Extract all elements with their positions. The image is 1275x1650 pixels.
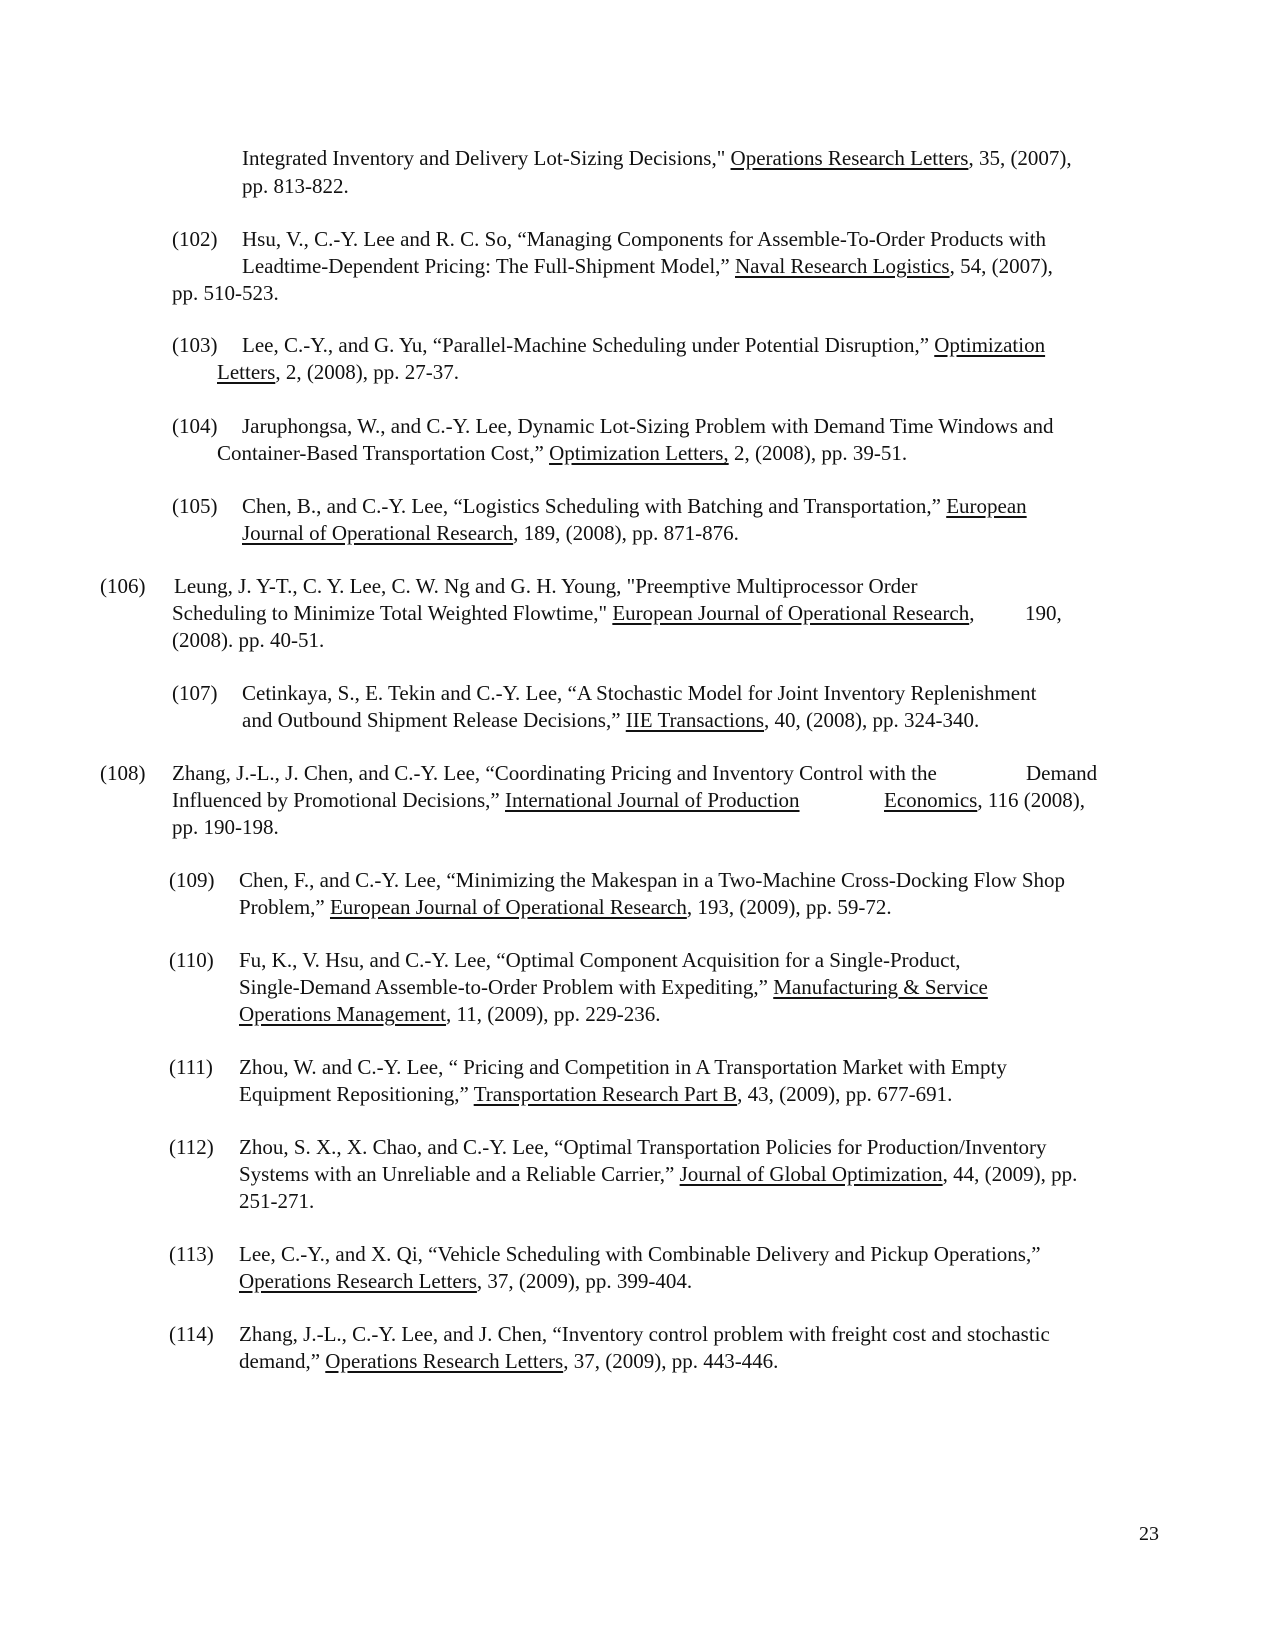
ref-text: , 54, (2007), — [949, 254, 1053, 278]
ref-114-line-1: Zhang, J.-L., C.-Y. Lee, and J. Chen, “Inventory control problem with freight cost and stochastic — [239, 1322, 1050, 1346]
ref-text: Problem,” — [239, 895, 330, 919]
ref-106-line-2 — [172, 599, 974, 627]
journal-name: Operations Research Letters — [239, 1269, 477, 1293]
journal-name: European — [946, 494, 1027, 518]
ref-105-line-2 — [242, 519, 739, 547]
ref-text: Leadtime-Dependent Pricing: The Full-Shipment Model,” — [242, 254, 736, 278]
ref-111-number: (111) — [169, 1055, 213, 1079]
ref-105-line-1 — [242, 492, 1027, 520]
ref-110-line-2 — [239, 973, 988, 1001]
ref-109-number: (109) — [169, 868, 215, 892]
journal-name: IIE Transactions — [625, 708, 765, 732]
ref-text: 2, (2008), pp. 39-51. — [728, 441, 908, 465]
ref-105-number: (105) — [172, 494, 218, 518]
ref-text: , 189, (2008), pp. 871-876. — [513, 521, 739, 545]
ref-text: , 35, (2007), — [968, 146, 1072, 170]
ref-107-line-2 — [242, 706, 979, 734]
ref-text: Scheduling to Minimize Total Weighted Flowtime," — [172, 601, 613, 625]
ref-101-line-2: pp. 813-822. — [242, 174, 349, 198]
journal-name: European Journal of Operational Research — [612, 601, 970, 625]
journal-name: Journal of Global Optimization — [679, 1162, 943, 1186]
ref-108-line-3: pp. 190-198. — [172, 815, 279, 839]
ref-110-number: (110) — [169, 948, 214, 972]
ref-106-number: (106) — [100, 574, 146, 598]
ref-text: , 193, (2009), pp. 59-72. — [686, 895, 892, 919]
journal-name: Letters — [217, 360, 276, 384]
ref-text: , 2, (2008), pp. 27-37. — [275, 360, 460, 384]
ref-104-line-2 — [217, 439, 907, 467]
ref-108-line-2-end — [884, 786, 1085, 814]
ref-102-line-2 — [242, 252, 1053, 280]
ref-110-line-1: Fu, K., V. Hsu, and C.-Y. Lee, “Optimal Component Acquisition for a Single-Product, — [239, 948, 961, 972]
ref-103-number: (103) — [172, 333, 218, 357]
ref-text: , 37, (2009), pp. 399-404. — [476, 1269, 693, 1293]
ref-101-line-1 — [242, 144, 1072, 172]
ref-text: Lee, C.-Y., and G. Yu, “Parallel-Machine Scheduling under Potential Disruption,” — [242, 333, 935, 357]
ref-text: , 43, (2009), pp. 677-691. — [737, 1082, 953, 1106]
ref-103-line-2 — [217, 358, 459, 386]
ref-114-line-2 — [239, 1347, 778, 1375]
ref-109-line-2 — [239, 893, 892, 921]
ref-102-number: (102) — [172, 227, 218, 251]
ref-text: Influenced by Promotional Decisions,” — [172, 788, 506, 812]
ref-108-line-2 — [172, 786, 800, 814]
ref-113-line-2 — [239, 1267, 692, 1295]
ref-109-line-1: Chen, F., and C.-Y. Lee, “Minimizing the Makespan in a Two-Machine Cross-Docking Flow Shop — [239, 868, 1066, 892]
ref-112-line-2 — [239, 1160, 1077, 1188]
journal-name: Journal of Operational Research — [242, 521, 514, 545]
ref-111-line-2 — [239, 1080, 952, 1108]
ref-106-line-1: Leung, J. Y-T., C. Y. Lee, C. W. Ng and G. H. Young, "Preemptive Multiprocessor Order — [174, 574, 918, 598]
ref-108-line-1: Zhang, J.-L., J. Chen, and C.-Y. Lee, “Coordinating Pricing and Inventory Control with the — [172, 761, 937, 785]
ref-text: Single-Demand Assemble-to-Order Problem with Expediting,” — [239, 975, 774, 999]
ref-text: Integrated Inventory and Delivery Lot-Sizing Decisions," — [242, 146, 731, 170]
ref-112-number: (112) — [169, 1135, 214, 1159]
journal-name: Naval Research Logistics — [735, 254, 950, 278]
ref-102-line-1: Hsu, V., C.-Y. Lee and R. C. So, “Managing Components for Assemble-To-Order Products with — [242, 227, 1047, 251]
ref-113-number: (113) — [169, 1242, 214, 1266]
journal-name: Operations Research Letters — [325, 1349, 564, 1373]
ref-text: , 11, (2009), pp. 229-236. — [446, 1002, 661, 1026]
journal-name: Operations Research Letters — [730, 146, 969, 170]
ref-108-number: (108) — [100, 761, 146, 785]
ref-text: , 40, (2008), pp. 324-340. — [764, 708, 980, 732]
journal-name: International Journal of Production — [505, 788, 800, 812]
ref-114-number: (114) — [169, 1322, 214, 1346]
journal-name: Operations Management — [239, 1002, 447, 1026]
journal-name: Optimization — [934, 333, 1046, 357]
ref-106-volume: 190, — [1025, 601, 1062, 625]
ref-text: Equipment Repositioning,” — [239, 1082, 474, 1106]
ref-112-line-1: Zhou, S. X., X. Chao, and C.-Y. Lee, “Optimal Transportation Policies for Production/Inventory — [239, 1135, 1047, 1159]
ref-104-line-1: Jaruphongsa, W., and C.-Y. Lee, Dynamic Lot-Sizing Problem with Demand Time Windows and — [242, 414, 1054, 438]
ref-text: demand,” — [239, 1349, 326, 1373]
journal-name: Transportation Research Part B — [473, 1082, 738, 1106]
ref-110-line-3 — [239, 1000, 660, 1028]
ref-107-line-1: Cetinkaya, S., E. Tekin and C.-Y. Lee, “A Stochastic Model for Joint Inventory Replenishment — [242, 681, 1037, 705]
ref-text: , — [969, 601, 975, 625]
ref-text: , 44, (2009), pp. — [942, 1162, 1078, 1186]
ref-106-line-3: (2008). pp. 40-51. — [172, 628, 325, 652]
page-number: 23 — [1139, 1523, 1159, 1545]
ref-111-line-1: Zhou, W. and C.-Y. Lee, “ Pricing and Competition in A Transportation Market with Empty — [239, 1055, 1007, 1079]
ref-text: Chen, B., and C.-Y. Lee, “Logistics Scheduling with Batching and Transportation,” — [242, 494, 947, 518]
ref-text: and Outbound Shipment Release Decisions,” — [242, 708, 626, 732]
journal-name: European Journal of Operational Research — [329, 895, 687, 919]
journal-name: Manufacturing & Service — [773, 975, 988, 999]
ref-104-number: (104) — [172, 414, 218, 438]
journal-name: Economics — [884, 788, 978, 812]
ref-113-line-1: Lee, C.-Y., and X. Qi, “Vehicle Scheduling with Combinable Delivery and Pickup Operations,” — [239, 1242, 1041, 1266]
ref-102-line-3: pp. 510-523. — [172, 281, 279, 305]
ref-text: Systems with an Unreliable and a Reliable Carrier,” — [239, 1162, 680, 1186]
ref-text: Container-Based Transportation Cost,” — [217, 441, 550, 465]
ref-107-number: (107) — [172, 681, 218, 705]
ref-108-line-1-end: Demand — [1026, 761, 1098, 785]
ref-text: , 37, (2009), pp. 443-446. — [563, 1349, 779, 1373]
ref-text: , 116 (2008), — [977, 788, 1086, 812]
ref-112-line-3: 251-271. — [239, 1189, 315, 1213]
ref-103-line-1 — [242, 331, 1045, 359]
journal-name: Optimization Letters, — [549, 441, 729, 465]
